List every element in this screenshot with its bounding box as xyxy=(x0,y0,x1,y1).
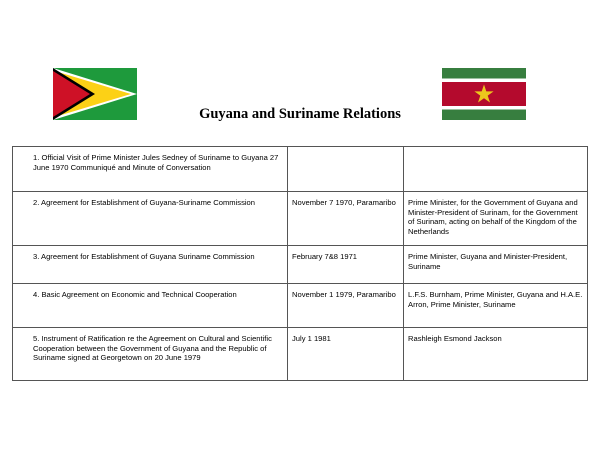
table-row xyxy=(13,284,588,328)
agreement-date-place: November 1 1979, Paramaribo xyxy=(288,284,404,328)
document-title: Guyana and Suriname Relations xyxy=(199,106,401,122)
table-row xyxy=(13,192,588,246)
agreement-description xyxy=(13,246,288,284)
agreement-description-text: 4. Basic Agreement on Economic and Technical Cooperation xyxy=(33,290,237,299)
agreement-description xyxy=(13,328,288,381)
agreement-signatories: Prime Minister, Guyana and Minister-President, Suriname xyxy=(404,246,588,284)
table-row xyxy=(13,328,588,381)
table-row xyxy=(13,246,588,284)
agreement-date-place xyxy=(288,147,404,192)
agreement-description-text: 1. Official Visit of Prime Minister Jules Sedney of Suriname to Guyana 27 June 1970 Communiqué and Minute of Conversation xyxy=(33,153,279,172)
agreement-date-place: February 7&8 1971 xyxy=(288,246,404,284)
agreement-description-text: 5. Instrument of Ratification re the Agreement on Cultural and Scientific Cooperation between the Government of Guyana and the Republic of Suriname signed at Georgetown on 20 June 1979 xyxy=(33,334,272,363)
agreement-description xyxy=(13,192,288,246)
agreement-description xyxy=(13,147,288,192)
agreement-description xyxy=(13,284,288,328)
table-row xyxy=(13,147,588,192)
agreements-table xyxy=(12,146,588,381)
agreement-signatories: L.F.S. Burnham, Prime Minister, Guyana and H.A.E. Arron, Prime Minister, Suriname xyxy=(404,284,588,328)
agreement-signatories xyxy=(404,147,588,192)
agreement-signatories: Prime Minister, for the Government of Guyana and Minister-President of Surinam, for the Government of Surinam, acting on behalf of the Kingdom of the Netherlands xyxy=(404,192,588,246)
agreement-description-text: 3. Agreement for Establishment of Guyana Suriname Commission xyxy=(33,252,255,261)
agreement-date-place: July 1 1981 xyxy=(288,328,404,381)
agreement-description-text: 2. Agreement for Establishment of Guyana-Suriname Commission xyxy=(33,198,256,207)
agreement-date-place: November 7 1970, Paramaribo xyxy=(288,192,404,246)
agreement-signatories: Rashleigh Esmond Jackson xyxy=(404,328,588,381)
